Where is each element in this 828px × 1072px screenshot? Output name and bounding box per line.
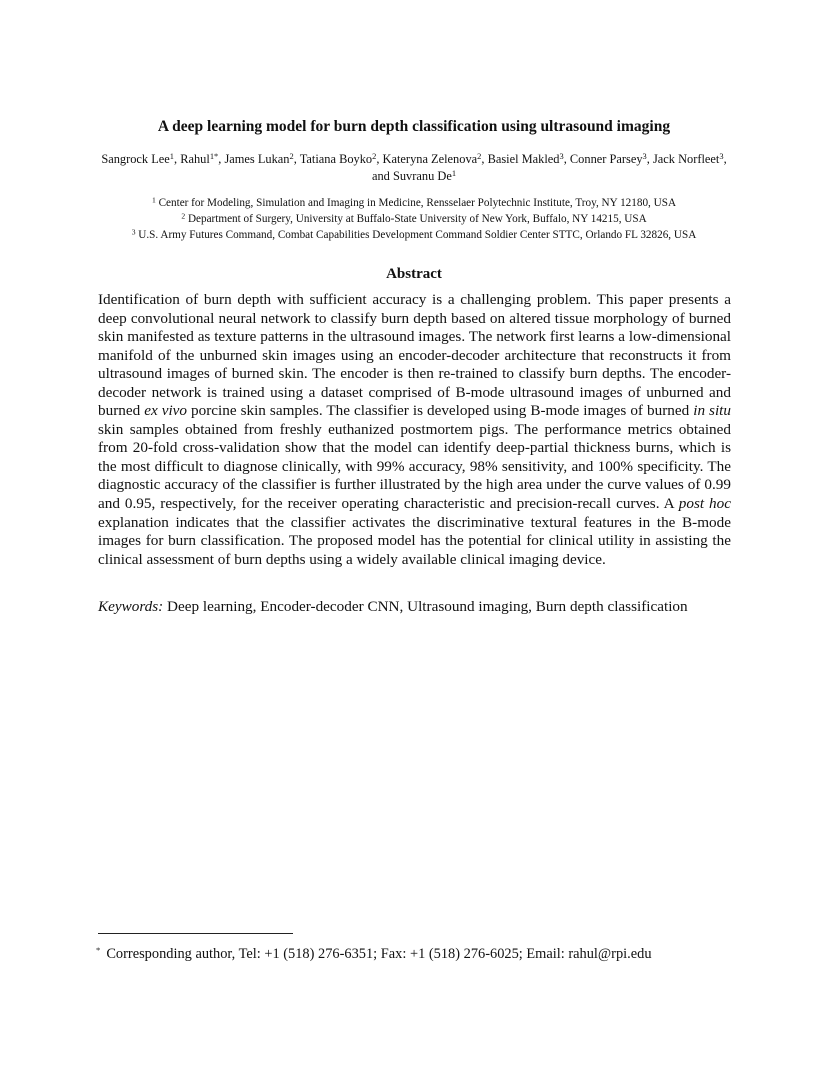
affiliation-line	[80, 211, 748, 227]
paper-title: A deep learning model for burn depth classification using ultrasound imaging	[157, 118, 671, 135]
author-affiliation-mark: 1	[169, 151, 174, 162]
author-name: Sangrock Lee	[101, 152, 170, 166]
affiliation-line	[80, 227, 748, 243]
author-affiliation-mark: 2	[289, 151, 294, 162]
affiliation-mark: 2	[181, 211, 186, 221]
footnote	[96, 945, 652, 963]
abstract-text: Identification of burn depth with sufficient accuracy is a challenging problem. This paper presents a deep convolutional neural network to classify burn depth based on altered tissue morphology of burned skin manifested as texture patterns in the ultrasound images. The network first learns a low-dimensional manifold of the unburned skin images using an encoder-decoder architecture that reconstructs it from ultrasound images of burned skin. The encoder is then re-trained to classify burn depths. The encoder-decoder network is trained using a dataset comprised of B-mode ultrasound images of unburned and burned	[98, 291, 731, 420]
footnote-text: Corresponding author, Tel: +1 (518) 276-6351; Fax: +1 (518) 276-6025; Email: rahul@rpi.edu	[106, 946, 652, 962]
abstract-body	[98, 291, 731, 569]
abstract-text: skin samples obtained from freshly euthanized postmortem pigs. The performance metrics obtained from 20-fold cross-validation show that the model can identify deep-partial thickness burns, which is the most difficult to diagnose clinically, with 99% accuracy, 98% sensitivity, and 100% specificity. The diagnostic accuracy of the classifier is further illustrated by the high area under the curve values of 0.99 and 0.95, respectively, for the receiver operating characteristic and precision-recall curves. A	[98, 420, 731, 513]
affiliation-text: U.S. Army Futures Command, Combat Capabilities Development Command Soldier Center STTC, Orlando FL 32826, USA	[135, 229, 697, 241]
affiliation-list	[80, 195, 748, 243]
author-name: Tatiana Boyko	[299, 152, 373, 166]
author-affiliation-mark: 1*	[209, 151, 219, 162]
keywords-line	[98, 598, 738, 616]
author-affiliation-mark: 2	[477, 151, 482, 162]
affiliation-line	[80, 195, 748, 211]
abstract-italic-term: ex vivo	[144, 402, 187, 420]
abstract-italic-term: post hoc	[678, 495, 731, 513]
abstract-italic-term: in situ	[693, 402, 731, 420]
author-name: Kateryna Zelenova	[382, 152, 478, 166]
author-name: James Lukan	[224, 152, 290, 166]
author-name: Conner Parsey	[569, 152, 643, 166]
author-list: Sangrock Lee$^1$, Rahul$^{1*}$, James Lukan$^2$, Tatiana Boyko$^2$, Kateryna Zelenova$^2$, Basiel Makled$^3$, Conner Parsey$^3$, Jack Norfleet$^3$, and Suvranu De$^1$	[101, 151, 727, 183]
author-affiliation-mark: 3	[559, 151, 564, 162]
keywords-text: Deep learning, Encoder-decoder CNN, Ultrasound imaging, Burn depth classification	[163, 598, 688, 615]
author-affiliation-mark: 3	[642, 151, 647, 162]
abstract-text: explanation indicates that the classifier activates the discriminative textural features in the B-mode images for burn classification. The proposed model has the potential for clinical utility in assisting the clinical assessment of burn depths using a widely available clinical imaging device.	[98, 513, 731, 568]
author-affiliation-mark: 3	[719, 151, 724, 162]
footnote-mark: *	[96, 944, 101, 955]
author-affiliation-mark: 2	[372, 151, 377, 162]
author-name: Rahul	[180, 152, 210, 166]
affiliation-text: Department of Surgery, University at Buffalo-State University of New York, Buffalo, NY 14215, USA	[185, 213, 647, 225]
abstract-text: porcine skin samples. The classifier is developed using B-mode images of burned	[187, 402, 694, 420]
affiliation-mark: 1	[151, 195, 156, 205]
author-name: Suvranu De	[392, 169, 452, 183]
author-name: Jack Norfleet	[652, 152, 720, 166]
author-name: Basiel Makled	[487, 152, 560, 166]
abstract-heading: Abstract	[386, 266, 442, 282]
affiliation-text: Center for Modeling, Simulation and Imaging in Medicine, Rensselaer Polytechnic Institute, Troy, NY 12180, USA	[155, 197, 677, 209]
keywords-label: Keywords:	[98, 598, 164, 615]
footnote-divider	[98, 933, 293, 934]
author-affiliation-mark: 1	[451, 168, 457, 179]
affiliation-mark: 3	[131, 227, 136, 237]
